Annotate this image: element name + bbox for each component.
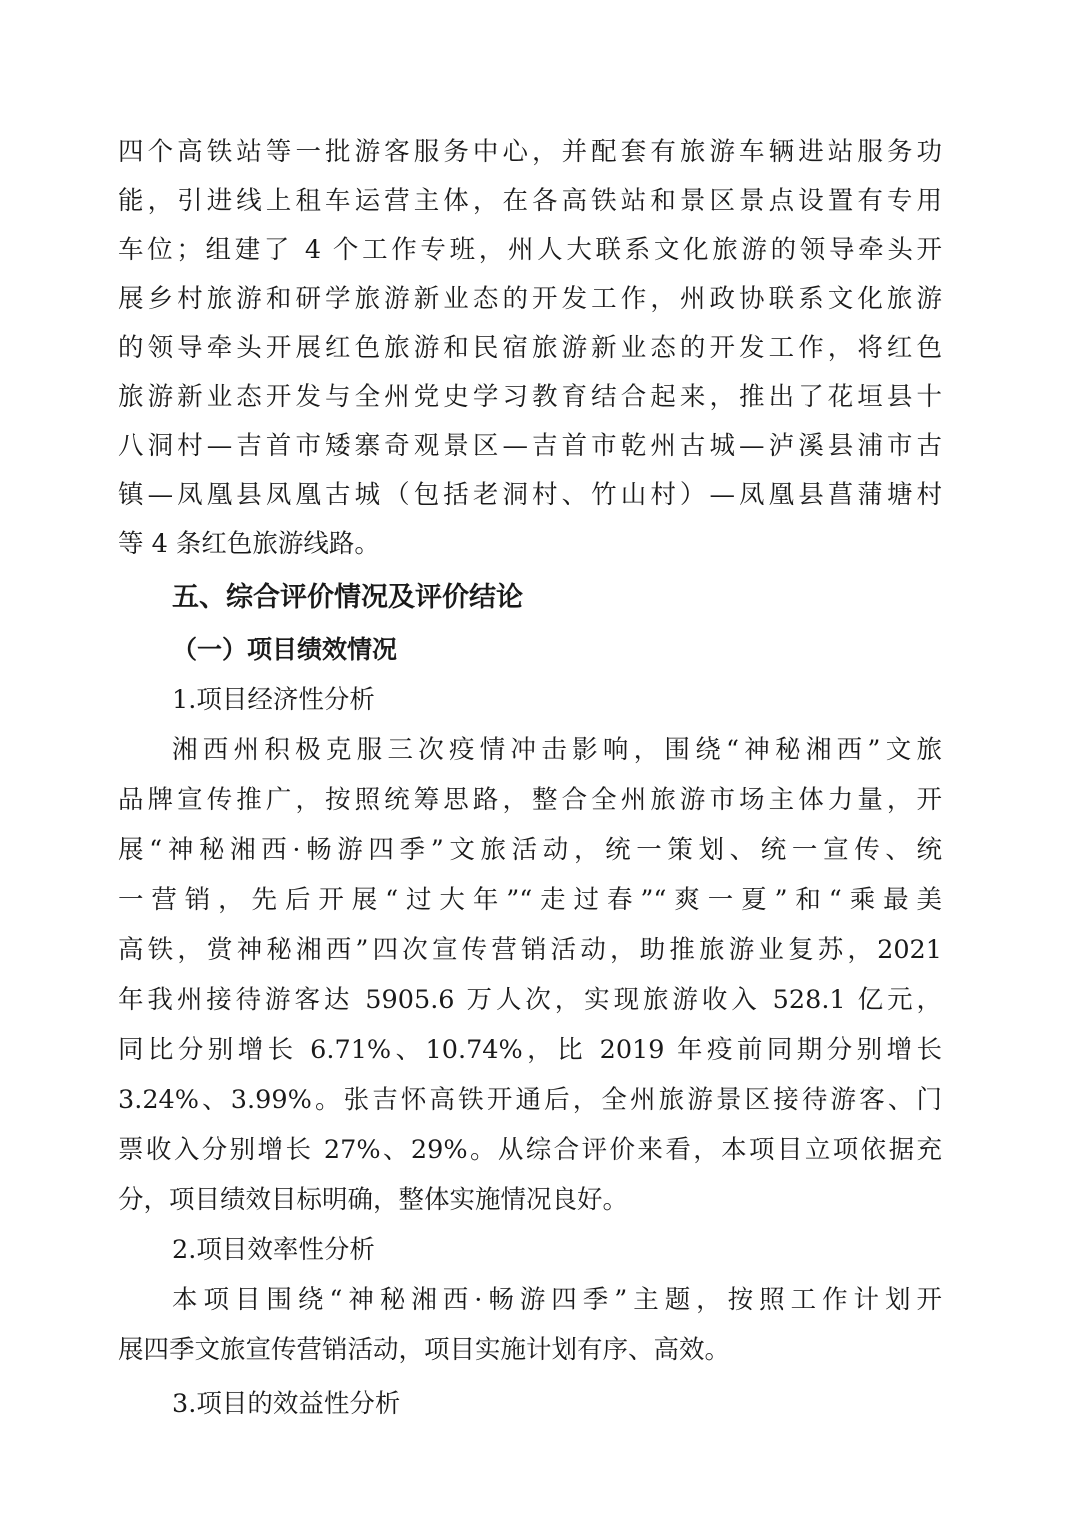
paragraph-line: 分，项目绩效目标明确，整体实施情况良好。 [118, 1185, 629, 1215]
paragraph-line: 年我州接待游客达 5905.6 万人次，实现旅游收入 528.1 亿元， [118, 985, 942, 1015]
paragraph-line: 八洞村—吉首市矮寨奇观景区—吉首市乾州古城—泸溪县浦市古 [118, 431, 942, 461]
paragraph-line: 票收入分别增长 27%、29%。从综合评价来看，本项目立项依据充 [118, 1135, 942, 1165]
item-heading-1: 1.项目经济性分析 [172, 685, 375, 715]
paragraph-line: 品牌宣传推广，按照统筹思路，整合全州旅游市场主体力量，开 [118, 785, 942, 815]
paragraph-line: 高铁，赏神秘湘西”四次宣传营销活动，助推旅游业复苏，2021 [118, 935, 942, 965]
paragraph-line: 展乡村旅游和研学旅游新业态的开发工作，州政协联系文化旅游 [118, 284, 942, 314]
paragraph-line: 湘西州积极克服三次疫情冲击影响，围绕“神秘湘西”文旅 [172, 735, 942, 765]
paragraph-line: 能，引进线上租车运营主体，在各高铁站和景区景点设置有专用 [118, 186, 942, 216]
item-heading-3: 3.项目的效益性分析 [172, 1389, 401, 1419]
paragraph-line: 四个高铁站等一批游客服务中心，并配套有旅游车辆进站服务功 [118, 137, 942, 167]
paragraph-line: 的领导牵头开展红色旅游和民宿旅游新业态的开发工作，将红色 [118, 333, 942, 363]
item-heading-2: 2.项目效率性分析 [172, 1235, 375, 1265]
section-heading: 五、综合评价情况及评价结论 [172, 582, 523, 613]
paragraph-line: 旅游新业态开发与全州党史学习教育结合起来，推出了花垣县十 [118, 382, 942, 412]
paragraph-line: 车位；组建了 4 个工作专班，州人大联系文化旅游的领导牵头开 [118, 235, 942, 265]
paragraph-line: 同比分别增长 6.71%、10.74%，比 2019 年疫前同期分别增长 [118, 1035, 942, 1065]
paragraph-line: 展四季文旅宣传营销活动，项目实施计划有序、高效。 [118, 1335, 731, 1365]
subsection-heading: （一）项目绩效情况 [172, 635, 398, 664]
paragraph-line: 等 4 条红色旅游线路。 [118, 529, 380, 559]
paragraph-line: 3.24%、3.99%。张吉怀高铁开通后，全州旅游景区接待游客、门 [118, 1085, 942, 1115]
paragraph-line: 展“神秘湘西·畅游四季”文旅活动，统一策划、统一宣传、统 [118, 835, 942, 865]
paragraph-line: 一营销，先后开展“过大年”“走过春”“爽一夏”和“乘最美 [118, 885, 942, 915]
paragraph-line: 本项目围绕“神秘湘西·畅游四季”主题，按照工作计划开 [172, 1285, 942, 1315]
paragraph-line: 镇—凤凰县凤凰古城（包括老洞村、竹山村）—凤凰县菖蒲塘村 [118, 480, 942, 510]
